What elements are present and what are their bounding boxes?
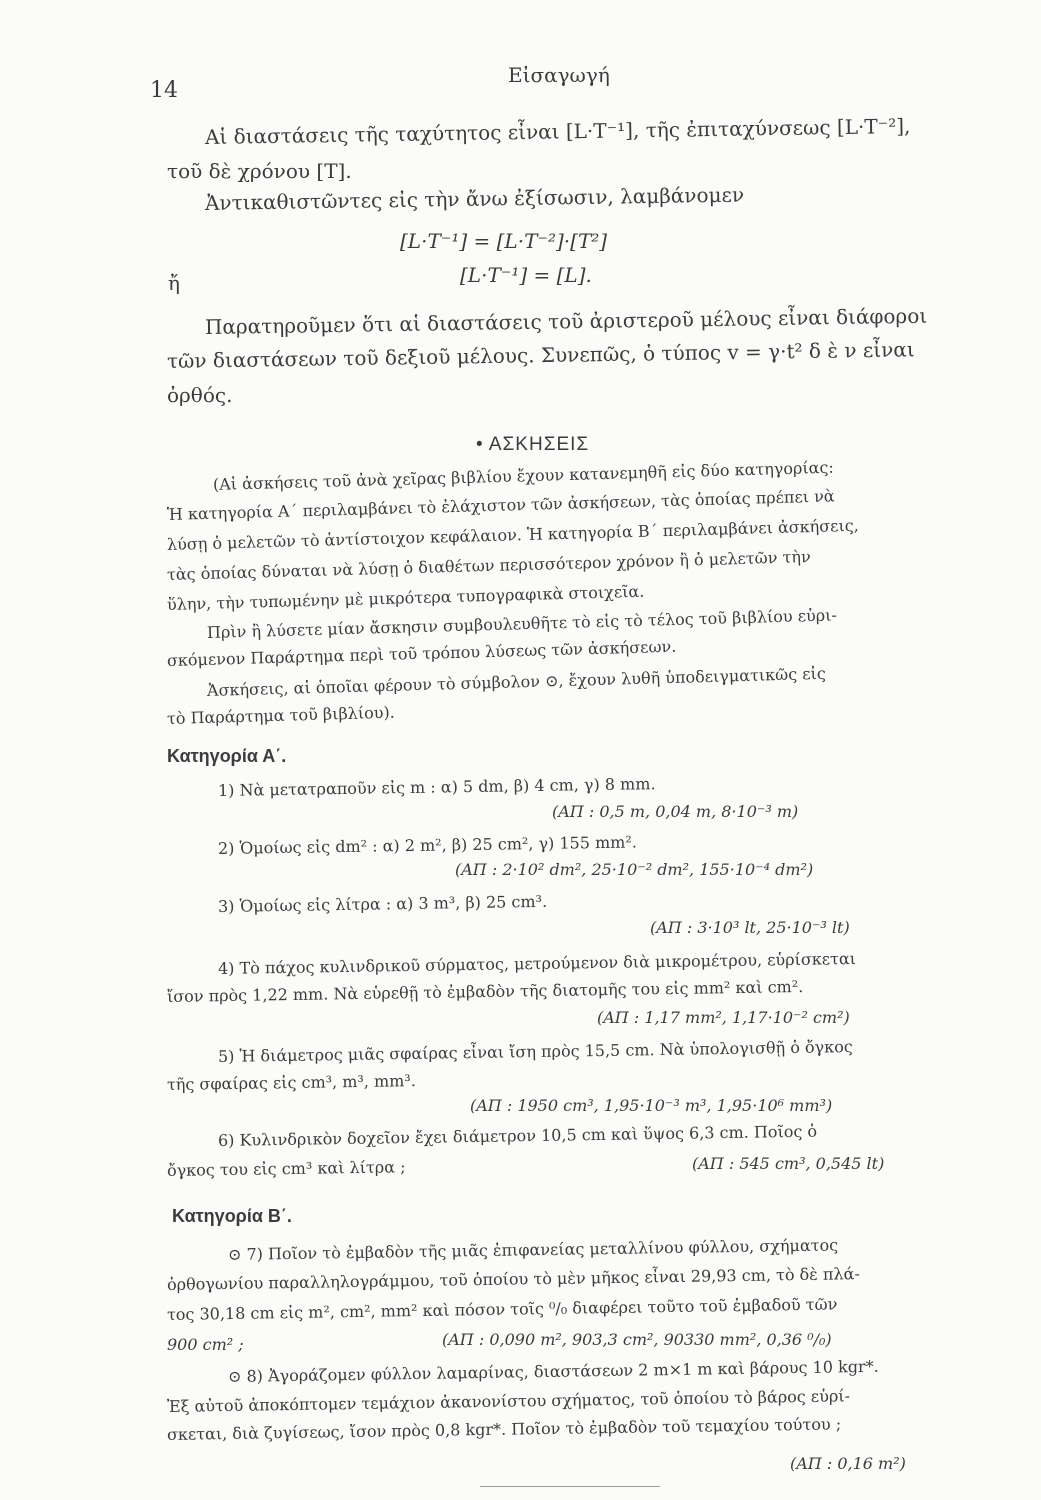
answer-7: (ΑΠ : 0,090 m², 903,3 cm², 90330 mm², 0,36 ⁰/₀) [442,1330,832,1349]
page-number: 14 [150,78,178,103]
intro-line: Αἱ διαστάσεις τῆς ταχύτητος εἶναι [L·T⁻¹], τῆς ἐπιταχύνσεως [L·T⁻²], [204,113,911,149]
note-line: (Αἱ ἀσκήσεις τοῦ ἀνὰ χεῖρας βιβλίου ἔχουν κατανεμηθῆ εἰς δύο κατηγορίας: [212,457,835,494]
exercise-7-cont: 900 cm² ; [167,1335,244,1354]
exercise-3: 3) Ὁμοίως εἰς λίτρα : α) 3 m³, β) 25 cm³. [217,891,548,916]
note-line: ὕλην, τὴν τυπωμένην μὲ μικρότερα τυπογραφικὰ στοιχεῖα. [166,581,645,614]
note-line: Πρὶν ἢ λύσετε μίαν ἄσκησιν συμβουλευθῆτε τὸ εἰς τὸ τέλος τοῦ βιβλίου εὑρι- [206,605,838,642]
note-line: τὰς ὁποίας δύναται νὰ λύσῃ ὁ διαθέτων περισσότερον χρόνον ἢ ὁ μελετῶν τὴν [166,547,811,584]
exercise-7: ⊙ 7) Ποῖον τὸ ἐμβαδὸν τῆς μιᾶς ἐπιφανείας μεταλλίνου φύλλου, σχήματος [227,1235,839,1264]
intro-line: Ἀντικαθιστῶντες εἰς τὴν ἄνω ἐξίσωσιν, λαμβάνομεν [204,182,745,215]
exercise-4: 4) Τὸ πάχος κυλινδρικοῦ σύρματος, μετρούμενον διὰ μικρομέτρου, εὑρίσκεται [217,948,857,978]
intro-eta: ἤ [168,271,180,295]
answer-8: (ΑΠ : 0,16 m²) [790,1454,906,1473]
equation: [L·T⁻¹] = [L·T⁻²]·[T²] [400,229,608,253]
answer-2: (ΑΠ : 2·10² dm², 25·10⁻² dm², 155·10⁻⁴ dm²) [455,860,814,879]
exercises-heading: • ΑΣΚΗΣΕΙΣ [476,434,590,455]
equation: [L·T⁻¹] = [L]. [460,263,592,287]
answer-3: (ΑΠ : 3·10³ lt, 25·10⁻³ lt) [650,918,850,937]
footer-rule [480,1486,660,1487]
intro-line: ὀρθός. [167,383,233,407]
exercise-7-cont: ὀρθογωνίου παραλληλογράμμου, τοῦ ὁποίου τὸ μὲν μῆκος εἶναι 29,93 cm, τὸ δὲ πλά- [166,1264,860,1294]
exercise-8-cont: Ἐξ αὐτοῦ ἀποκόπτομεν τεμάχιον ἀκανονίστου σχήματος, τοῦ ὁποίου τὸ βάρος εὑρί- [166,1386,851,1416]
answer-6: (ΑΠ : 545 cm³, 0,545 lt) [692,1154,885,1173]
running-title: Εἰσαγωγή [508,63,610,87]
category-b-title: Κατηγορία Β΄. [172,1206,292,1226]
answer-5: (ΑΠ : 1950 cm³, 1,95·10⁻³ m³, 1,95·10⁶ mm³) [470,1096,833,1115]
exercise-5-cont: τῆς σφαίρας εἰς cm³, m³, mm³. [166,1071,416,1094]
exercise-6-cont: ὄγκος του εἰς cm³ καὶ λίτρα ; [166,1157,406,1180]
exercise-8: ⊙ 8) Ἀγοράζομεν φύλλον λαμαρίνας, διαστάσεων 2 m×1 m καὶ βάρους 10 kgr*. [227,1356,879,1386]
intro-line: τῶν διαστάσεων τοῦ δεξιοῦ μέλους. Συνεπῶς, ὁ τύπος v = γ·t² δ ὲ ν εἶναι [166,337,915,373]
exercise-6: 6) Κυλινδρικὸν δοχεῖον ἔχει διάμετρον 10,5 cm καὶ ὕψος 6,3 cm. Ποῖος ὁ [217,1121,818,1150]
exercise-8-cont: σκεται, διὰ ζυγίσεως, ἴσον πρὸς 0,8 kgr*. Ποῖον τὸ ἐμβαδὸν τοῦ τεμαχίου τούτου ; [166,1414,842,1444]
intro-line: τοῦ δὲ χρόνου [T]. [167,159,352,183]
intro-line: Παρατηροῦμεν ὅτι αἱ διαστάσεις τοῦ ἀριστεροῦ μέλους εἶναι διάφοροι [204,303,928,339]
exercise-4-cont: ἴσον πρὸς 1,22 mm. Νὰ εὑρεθῇ τὸ ἐμβαδὸν τῆς διατομῆς του εἰς mm² καὶ cm². [166,977,804,1006]
exercise-7-cont: τος 30,18 cm εἰς m², cm², mm² καὶ πόσον τοῖς ⁰/₀ διαφέρει τοῦτο τοῦ ἐμβαδοῦ τῶν [166,1294,838,1324]
note-line: τὸ Παράρτημα τοῦ βιβλίου). [166,702,396,728]
note-line: λύσῃ ὁ μελετῶν τὸ ἀντίστοιχον κεφάλαιον. Ἡ κατηγορία Β΄ περιλαμβάνει ἀσκήσεις, [166,515,859,554]
note-line: Ἡ κατηγορία Α΄ περιλαμβάνει τὸ ἐλάχιστον τῶν ἀσκήσεων, τὰς ὁποίας πρέπει νὰ [166,486,835,524]
note-line: Ἀσκήσεις, αἱ ὁποῖαι φέρουν τὸ σύμβολον ⊙, ἔχουν λυθῆ ὑποδειγματικῶς εἰς [206,663,827,700]
category-a-title: Κατηγορία Α΄. [167,746,287,766]
exercise-1: 1) Νὰ μετατραποῦν εἰς m : α) 5 dm, β) 4 cm, γ) 8 mm. [217,774,656,800]
exercise-2: 2) Ὁμοίως εἰς dm² : α) 2 m², β) 25 cm², γ) 155 mm². [217,832,638,858]
answer-1: (ΑΠ : 0,5 m, 0,04 m, 8·10⁻³ m) [552,802,799,821]
note-line: σκόμενον Παράρτημα περὶ τοῦ τρόπου λύσεως τῶν ἀσκήσεων. [166,636,677,670]
answer-4: (ΑΠ : 1,17 mm², 1,17·10⁻² cm²) [597,1008,850,1027]
exercise-5: 5) Ἡ διάμετρος μιᾶς σφαίρας εἶναι ἴση πρὸς 15,5 cm. Νὰ ὑπολογισθῇ ὁ ὄγκος [217,1037,853,1066]
